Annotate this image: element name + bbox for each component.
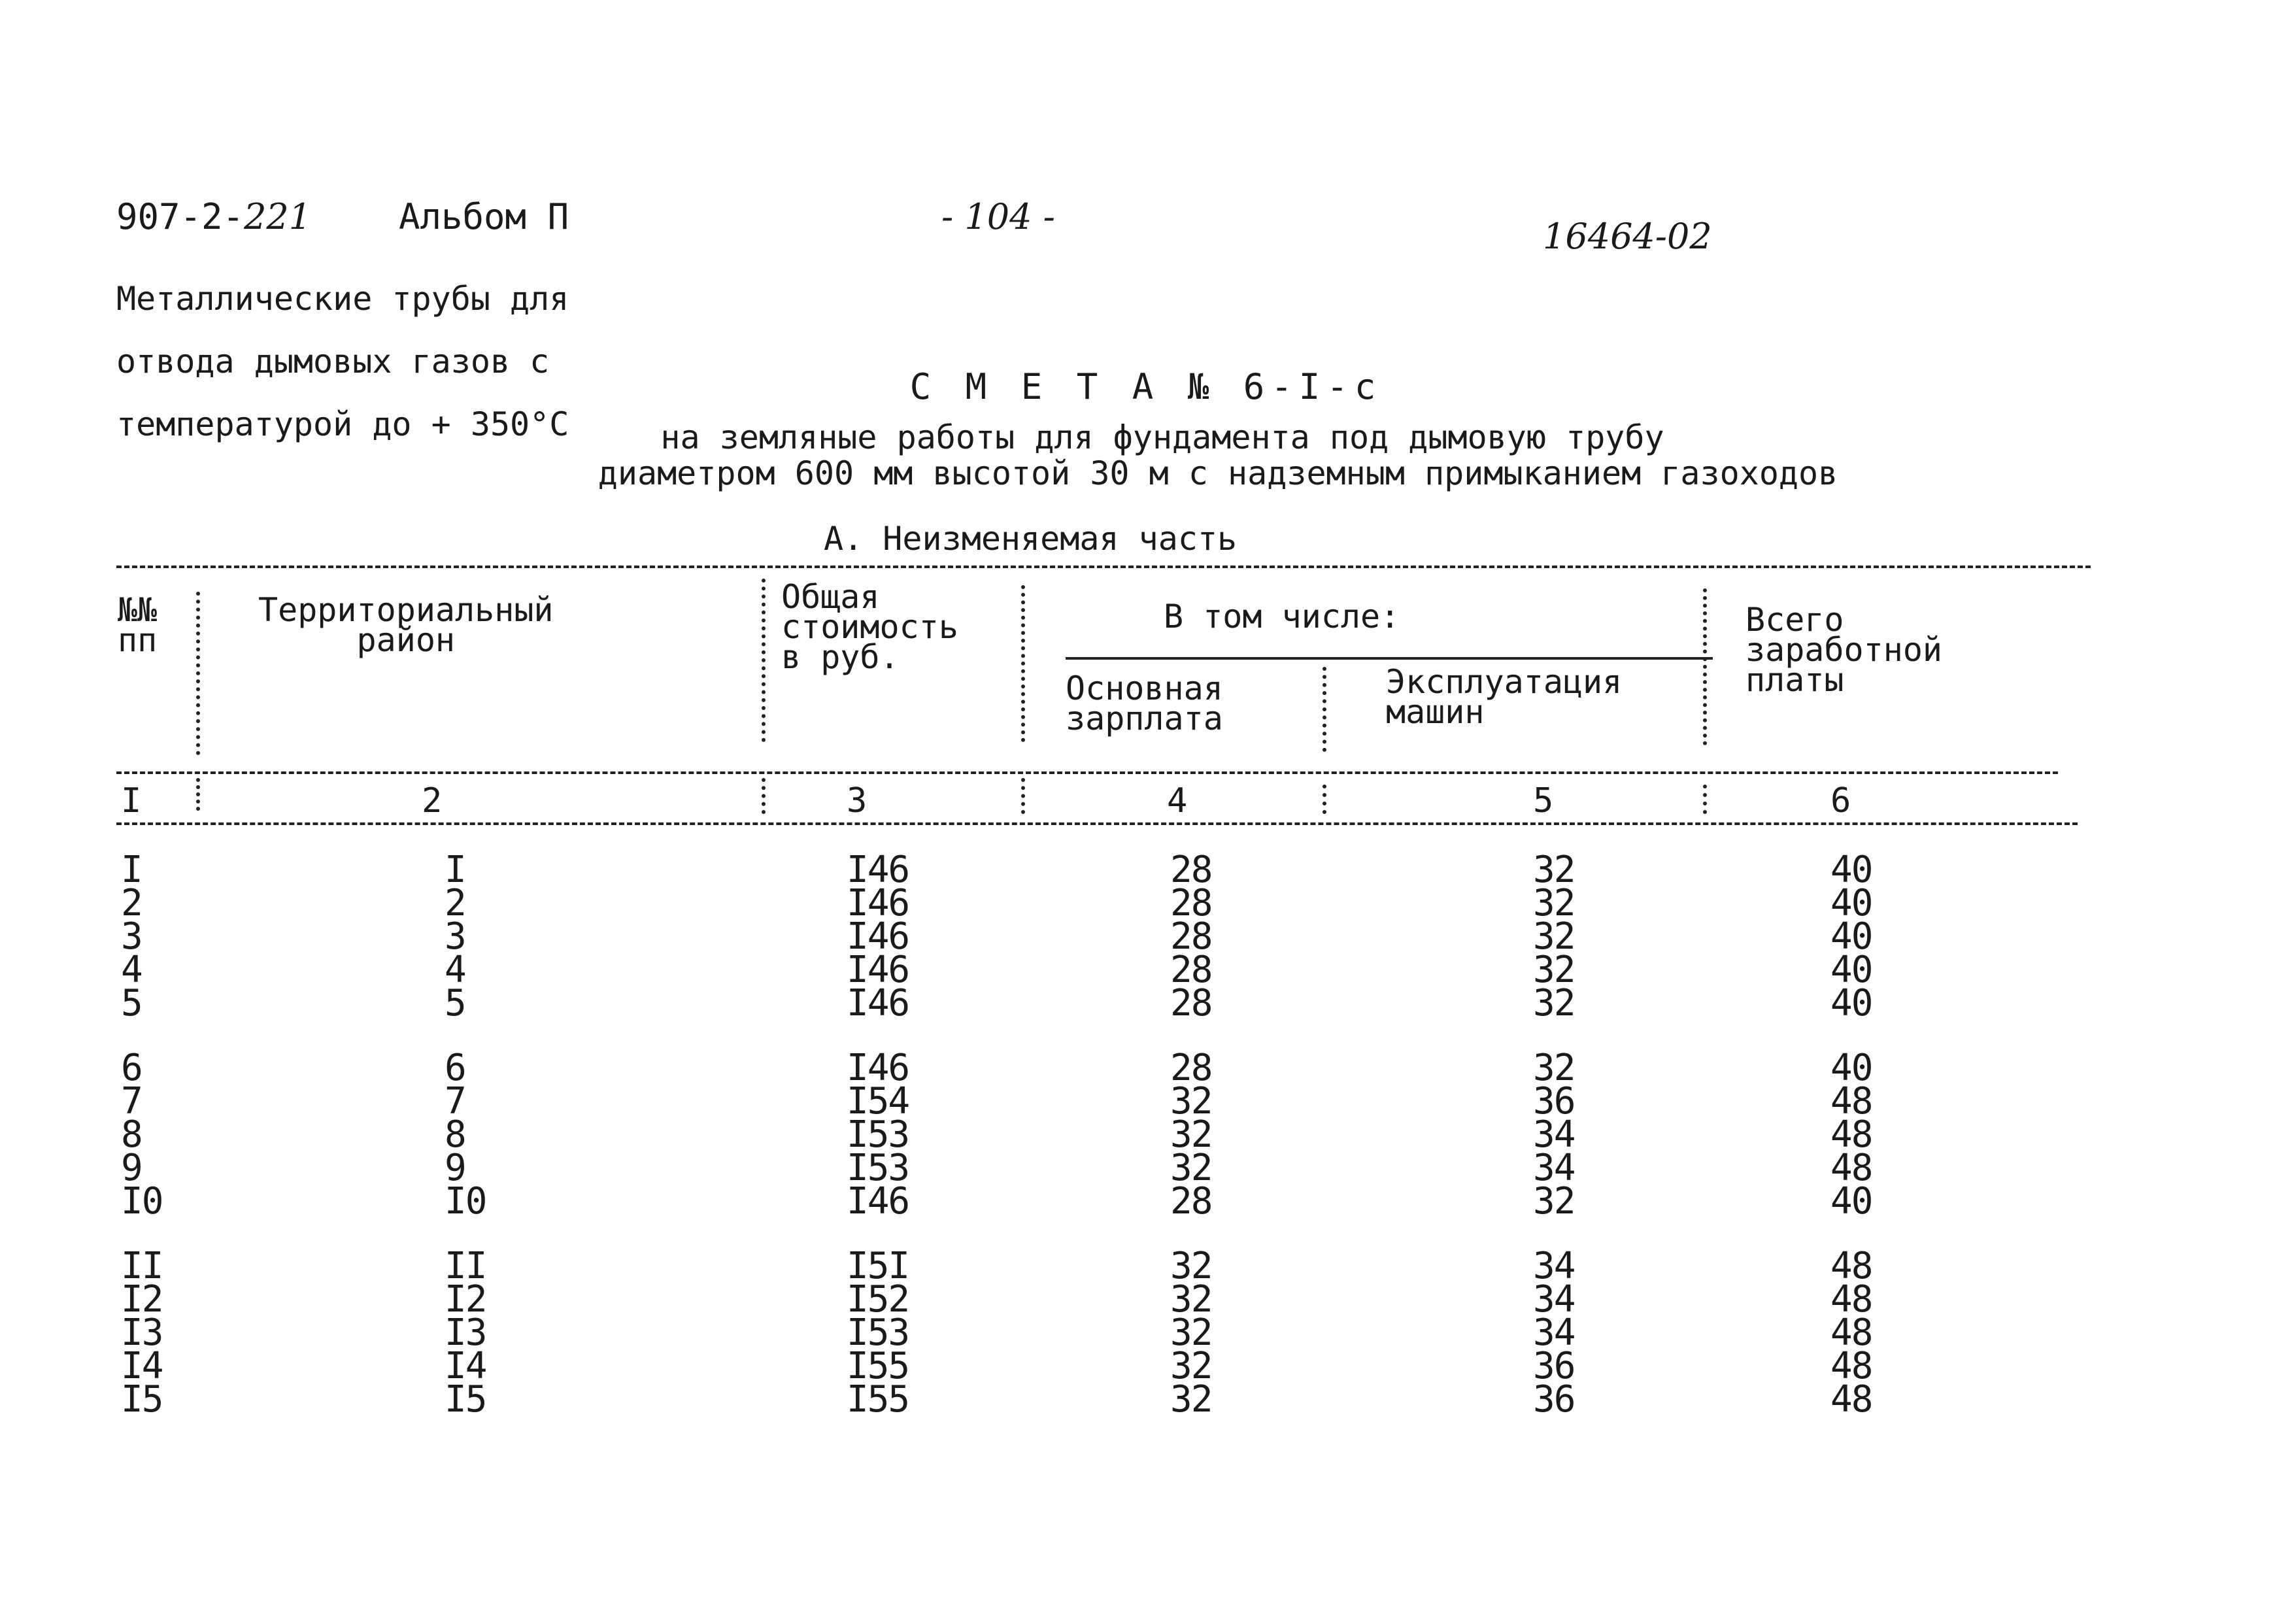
table-cell: 48 — [1830, 1113, 1872, 1156]
table-cell: 34 — [1533, 1311, 1575, 1354]
code-prefix: 907-2- — [116, 196, 244, 237]
table-cell: I46 — [847, 1180, 909, 1223]
table-cell: 28 — [1170, 915, 1212, 958]
table-cell: I3 — [445, 1311, 486, 1354]
column-separator — [1021, 778, 1029, 814]
table-cell: 28 — [1170, 982, 1212, 1024]
table-cell: I5 — [445, 1378, 486, 1421]
header-number: №№ пп — [118, 591, 158, 659]
row-group — [445, 1245, 486, 1421]
column-number: 3 — [847, 781, 868, 820]
row-group — [847, 849, 909, 1024]
table-cell: 32 — [1533, 982, 1575, 1024]
row-group — [847, 1245, 909, 1421]
column-separator — [1323, 667, 1330, 752]
table-cell: 40 — [1830, 882, 1872, 924]
subtitle-line: Металлические трубы для — [116, 280, 569, 318]
code-handwritten: 221 — [244, 196, 312, 237]
table-cell: I0 — [121, 1180, 163, 1223]
header-bottom-rule — [116, 771, 2058, 774]
table-cell: 7 — [121, 1080, 142, 1123]
table-cell: 8 — [121, 1113, 142, 1156]
table-cell: 34 — [1533, 1245, 1575, 1287]
table-cell: 48 — [1830, 1278, 1872, 1321]
table-cell: I — [445, 849, 465, 891]
column-separator — [196, 592, 204, 755]
table-cell: 40 — [1830, 849, 1872, 891]
table-cell: 40 — [1830, 915, 1872, 958]
page-number: - 104 - — [941, 196, 1055, 237]
header-base-salary: Основная зарплата — [1066, 669, 1223, 737]
table-cell: 32 — [1533, 882, 1575, 924]
table-cell: I55 — [847, 1345, 909, 1387]
row-group — [1170, 1047, 1212, 1223]
table-cell: 40 — [1830, 1047, 1872, 1089]
table-cell: 3 — [445, 915, 465, 958]
column-base-salary — [1170, 849, 1212, 1447]
table-cell: I — [121, 849, 142, 891]
table-cell: I55 — [847, 1378, 909, 1421]
subtitle-line: температурой до + 350°C — [116, 405, 569, 443]
table-cell: 32 — [1170, 1147, 1212, 1189]
row-group — [1533, 1245, 1575, 1421]
table-cell: 28 — [1170, 849, 1212, 891]
table-cell: 4 — [445, 949, 465, 991]
table-cell: I46 — [847, 849, 909, 891]
table-cell: 9 — [121, 1147, 142, 1189]
table-cell: 32 — [1170, 1345, 1212, 1387]
table-cell: 6 — [121, 1047, 142, 1089]
table-cell: 36 — [1533, 1080, 1575, 1123]
table-cell: I4 — [445, 1345, 486, 1387]
column-separator — [762, 579, 769, 742]
table-cell: 34 — [1533, 1278, 1575, 1321]
column-machines — [1533, 849, 1575, 1447]
table-cell: 4 — [121, 949, 142, 991]
table-cell: 48 — [1830, 1245, 1872, 1287]
album-label: Альбом П — [399, 196, 569, 237]
column-row-numbers — [121, 849, 163, 1447]
table-cell: 2 — [445, 882, 465, 924]
row-group — [1830, 1245, 1872, 1421]
table-cell: 32 — [1170, 1278, 1212, 1321]
column-separator — [762, 778, 769, 814]
table-cell: I4 — [121, 1345, 163, 1387]
column-number: 5 — [1533, 781, 1554, 820]
table-cell: II — [445, 1245, 486, 1287]
row-group — [1533, 849, 1575, 1024]
table-cell: 40 — [1830, 982, 1872, 1024]
table-cell: I46 — [847, 1047, 909, 1089]
table-cell: 36 — [1533, 1345, 1575, 1387]
table-cell: 32 — [1170, 1080, 1212, 1123]
column-separator — [1703, 785, 1711, 814]
table-cell: 32 — [1533, 915, 1575, 958]
row-group — [445, 1047, 486, 1223]
table-cell: 6 — [445, 1047, 465, 1089]
table-cell: 48 — [1830, 1345, 1872, 1387]
row-group — [121, 1047, 163, 1223]
table-cell: 3 — [121, 915, 142, 958]
document-code — [116, 196, 311, 237]
table-cell: I52 — [847, 1278, 909, 1321]
row-group — [1533, 1047, 1575, 1223]
table-cell: 32 — [1170, 1245, 1212, 1287]
table-cell: I0 — [445, 1180, 486, 1223]
table-cell: 32 — [1170, 1311, 1212, 1354]
row-group — [847, 1047, 909, 1223]
column-number: 4 — [1167, 781, 1188, 820]
column-separator — [1703, 588, 1711, 745]
table-cell: 2 — [121, 882, 142, 924]
row-group — [121, 1245, 163, 1421]
table-cell: 32 — [1170, 1378, 1212, 1421]
table-cell: 36 — [1533, 1378, 1575, 1421]
section-title: А. Неизменяемая часть — [824, 520, 1238, 558]
estimate-description-line-1: на земляные работы для фундамента под дымовую трубу — [660, 418, 1664, 456]
column-number: I — [121, 781, 142, 820]
table-cell: 28 — [1170, 1047, 1212, 1089]
table-cell: I54 — [847, 1080, 909, 1123]
column-number: 6 — [1830, 781, 1851, 820]
row-group — [1830, 1047, 1872, 1223]
table-top-rule — [116, 566, 2091, 568]
row-group — [1170, 1245, 1212, 1421]
table-cell: 7 — [445, 1080, 465, 1123]
table-cell: 9 — [445, 1147, 465, 1189]
table-cell: 32 — [1170, 1113, 1212, 1156]
including-underline — [1066, 657, 1713, 660]
table-cell: I46 — [847, 949, 909, 991]
header-including: В том числе: — [1164, 598, 1400, 635]
column-numbers-rule — [116, 822, 2078, 825]
header-total-salary: Всего заработной платы — [1745, 601, 1943, 699]
table-cell: 28 — [1170, 882, 1212, 924]
table-cell: 28 — [1170, 949, 1212, 991]
table-cell: 32 — [1533, 1180, 1575, 1223]
table-cell: 40 — [1830, 949, 1872, 991]
table-cell: 48 — [1830, 1080, 1872, 1123]
column-total-salary — [1830, 849, 1872, 1447]
table-cell: I5I — [847, 1245, 909, 1287]
table-cell: 32 — [1533, 1047, 1575, 1089]
estimate-title: С М Е Т А № 6-I-с — [909, 366, 1383, 407]
row-group — [121, 849, 162, 1024]
column-separator — [1323, 785, 1330, 814]
header-machines: Эксплуатация машин — [1386, 663, 1623, 731]
table-cell: 8 — [445, 1113, 465, 1156]
column-separator — [1021, 585, 1029, 742]
table-cell: 5 — [445, 982, 465, 1024]
table-cell: 34 — [1533, 1113, 1575, 1156]
column-number: 2 — [422, 781, 443, 820]
table-cell: I2 — [121, 1278, 163, 1321]
row-group — [445, 849, 486, 1024]
row-group — [1830, 849, 1872, 1024]
table-cell: 48 — [1830, 1311, 1872, 1354]
column-separator — [196, 778, 204, 811]
table-cell: I53 — [847, 1113, 909, 1156]
column-region — [445, 849, 486, 1447]
table-cell: 48 — [1830, 1378, 1872, 1421]
table-cell: 32 — [1533, 949, 1575, 991]
table-cell: I2 — [445, 1278, 486, 1321]
header-total-cost: Общая стоимость в руб. — [781, 578, 958, 676]
table-cell: I46 — [847, 915, 909, 958]
table-cell: 34 — [1533, 1147, 1575, 1189]
table-cell: 32 — [1533, 849, 1575, 891]
table-cell: 48 — [1830, 1147, 1872, 1189]
table-cell: 5 — [121, 982, 142, 1024]
subtitle-line: отвода дымовых газов с — [116, 343, 550, 381]
doc-number: 16464-02 — [1543, 216, 1712, 257]
table-cell: I46 — [847, 882, 909, 924]
table-cell: 40 — [1830, 1180, 1872, 1223]
table-cell: I5 — [121, 1378, 163, 1421]
column-total-cost — [847, 849, 909, 1447]
table-cell: 28 — [1170, 1180, 1212, 1223]
table-cell: II — [121, 1245, 163, 1287]
row-group — [1170, 849, 1212, 1024]
table-cell: I53 — [847, 1311, 909, 1354]
header-region: Территориальный район — [258, 591, 554, 659]
table-cell: I53 — [847, 1147, 909, 1189]
table-cell: I46 — [847, 982, 909, 1024]
table-cell: I3 — [121, 1311, 163, 1354]
estimate-description-line-2: диаметром 600 мм высотой 30 м с надземным примыканием газоходов — [598, 454, 1838, 492]
